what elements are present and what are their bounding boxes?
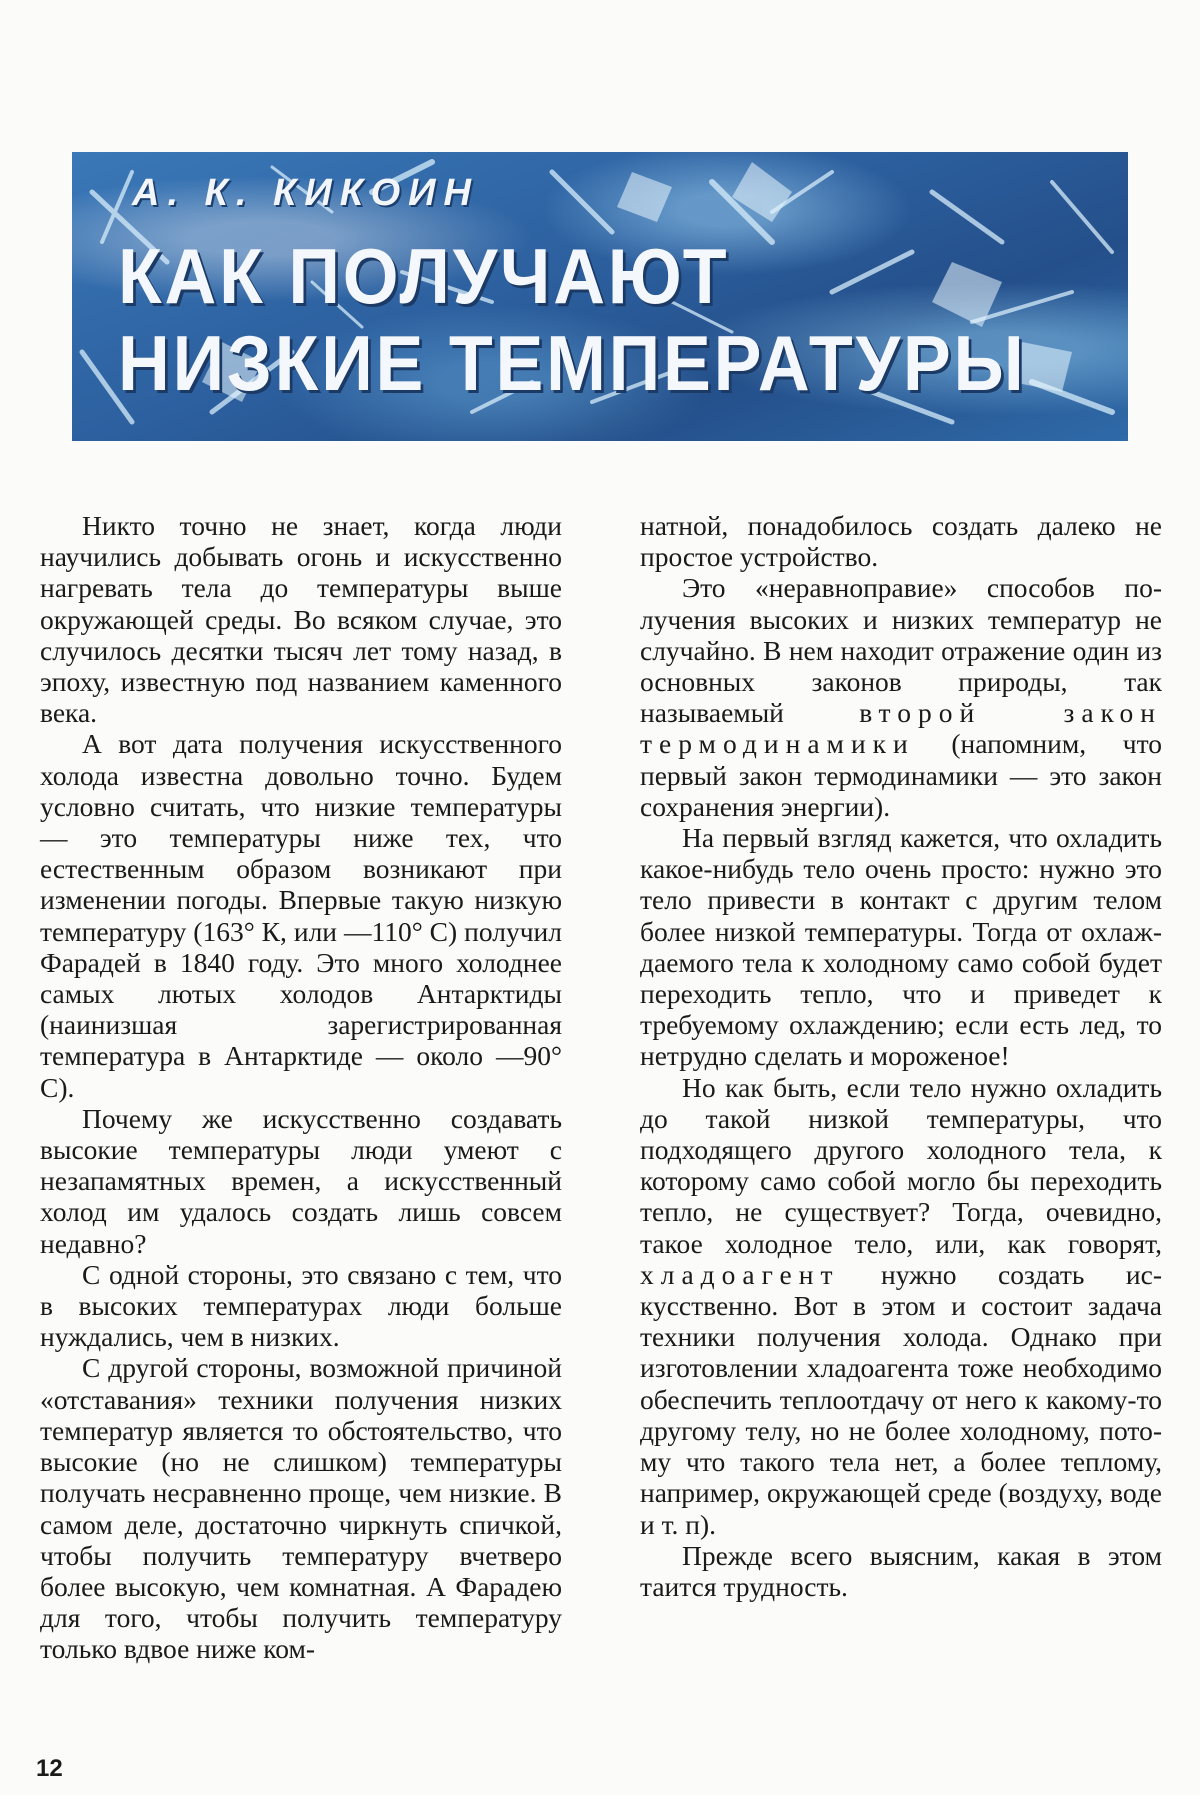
paragraph: Почему же искусственно создавать высокие температуры люди умеют с незапамятных времен, а искусственный холод им удалось создать лишь совсем недавно?	[40, 1102, 562, 1259]
paragraph: На первый взгляд кажется, что охладить какое-нибудь тело очень просто: нужно это тело привести в контакт с другим телом более низкой температуры. Тогда от охлаждаемого тела к холодному само собой будет переходить тепло, что и приведет к требуемому охлаждению; если есть лед, то нетрудно сделать и мороженое!	[640, 822, 1162, 1072]
title-banner	[72, 152, 1128, 441]
paragraph: С одной стороны, это связано с тем, что в высоких температурах люди больше нуждались, чем в низких.	[40, 1258, 562, 1353]
paragraph	[640, 572, 1162, 822]
article-title-line-1: КАК ПОЛУЧАЮТ	[118, 232, 730, 320]
paragraph: С другой стороны, возможной причиной «отставания» техники получения низких температур является то обстоятельство, что высокие (но не слишком) температуры получать несравненно проще, чем низкие. В самом деле, достаточно чиркнуть спичкой, чтобы получить температуру вчетверо более высокую, чем комнатная. А Фарадею для того, чтобы получить температуру только вдвое ниже ком-	[40, 1352, 562, 1665]
paragraph: Прежде всего выясним, какая в этом таится трудность.	[640, 1539, 1162, 1602]
author-name: А. К. КИКОИН	[132, 172, 479, 214]
spaced-term: второй закон термодинамики	[640, 697, 1162, 760]
spaced-term: хладоагент	[640, 1258, 840, 1290]
paragraph: натной, понадобилось создать далеко не простое устройство.	[640, 510, 1162, 573]
paragraph-text: Это «неравноправие» способов получения высоких и низких температур не случайно. В нем находит отражение один из основных законов природы, так называемый	[640, 572, 1162, 729]
article-title-line-2: НИЗКИЕ ТЕМПЕРАТУРЫ	[118, 319, 1027, 407]
paragraph: Никто точно не знает, когда люди научились добывать огонь и искусственно нагревать тела до температуры выше окружающей среды. Во всяком случае, это случилось десятки тысяч лет тому назад, в эпоху, известную под названием каменного века.	[40, 510, 562, 729]
paragraph-text: нужно создать искусственно. Вот в этом и состоит задача техники получения холода. Однако при изготовлении хладоагента тоже необходимо обеспечить теплоотдачу от него к какому-то другому телу, но не более холодному, потому что такого тела нет, а более теплому, например, окружающей среде (воздуху, воде и т. п).	[640, 1258, 1162, 1540]
paragraph-text: (напомним, что первый закон термодинамики — это закон сохранения энергии).	[640, 728, 1162, 822]
paragraph	[640, 1072, 1162, 1540]
paragraph-text: Но как быть, если тело нужно охладить до такой низкой температуры, что подходящего другого холодного тела, к которому само собой могло бы переходить тепло, не существует? Тогда, очевидно, такое холодное тело, или, как говорят,	[640, 1071, 1162, 1259]
left-column	[40, 510, 562, 1665]
page-number: 12	[36, 1755, 63, 1782]
right-column	[640, 510, 1162, 1602]
paragraph: А вот дата получения искусственного холода известна довольно точно. Будем условно считать, что низкие температуры — это температуры ниже тех, что естественным образом возникают при изменении погоды. Впервые такую низкую температуру (163° К, или —110° С) получил Фарадей в 1840 году. Это много холоднее самых лютых холодов Антарктиды (наинизшая зарегистрированная температура в Антарктиде — около —90° С).	[40, 728, 562, 1103]
